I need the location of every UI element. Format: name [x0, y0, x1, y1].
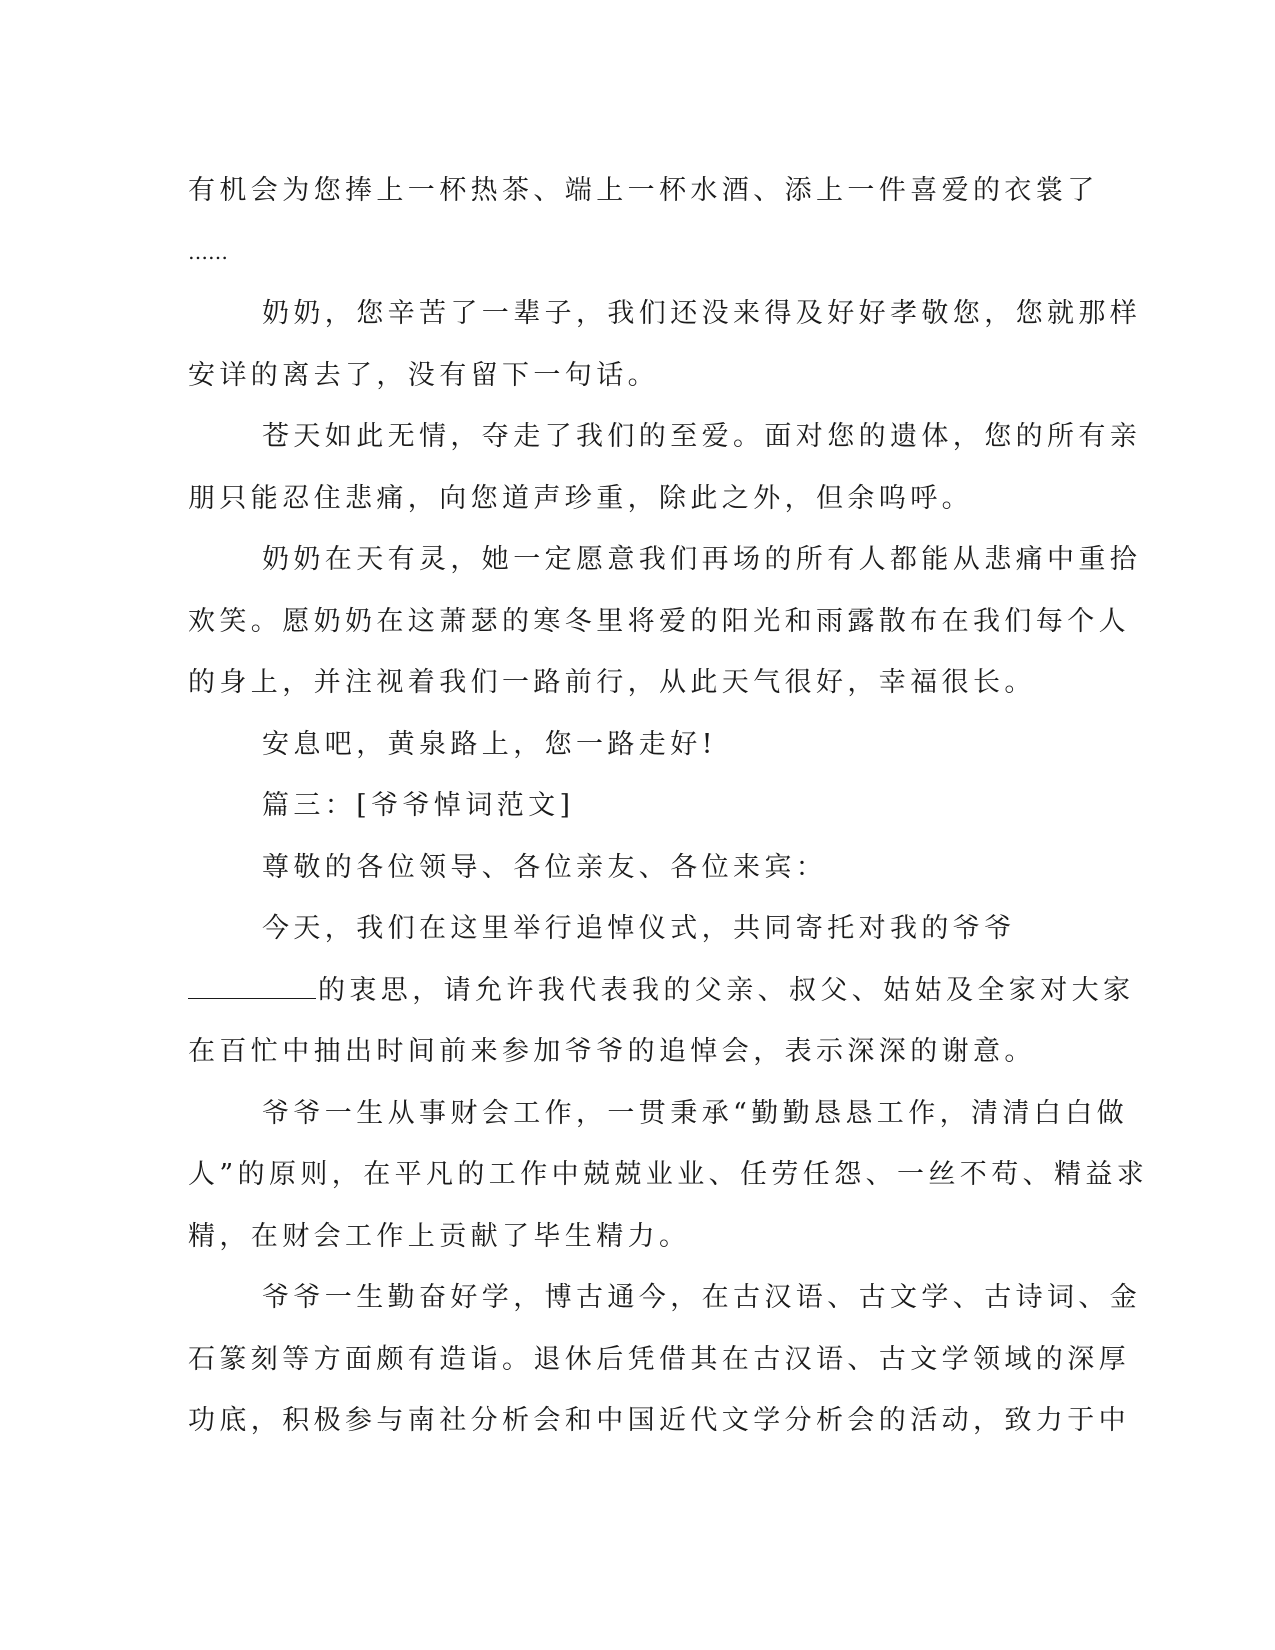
text-line: 奶奶，您辛苦了一辈子，我们还没来得及好好孝敬您，您就那样 [262, 298, 1142, 329]
text-line: 有机会为您捧上一杯热茶、端上一杯水酒、添上一件喜爱的衣裳了 [188, 175, 1099, 206]
text-line: 人”的原则，在平凡的工作中兢兢业业、任劳任怨、一丝不苟、精益求 [188, 1159, 1149, 1190]
text-line: 苍天如此无情，夺走了我们的至爱。面对您的遗体，您的所有亲 [262, 421, 1142, 452]
text-line: …… [188, 239, 228, 264]
document-body [188, 160, 1149, 1452]
text-line: 精，在财会工作上贡献了毕生精力。 [188, 1220, 691, 1252]
text-line: 欢笑。愿奶奶在这萧瑟的寒冬里将爱的阳光和雨露散布在我们每个人 [188, 605, 1130, 637]
section-heading: 篇三：[爷爷悼词范文] [262, 790, 575, 821]
text-line: 的身上，并注视着我们一路前行，从此天气很好，幸福很长。 [188, 667, 1036, 698]
text-line: 功底，积极参与南社分析会和中国近代文学分析会的活动，致力于中 [188, 1405, 1130, 1436]
text-line: 安息吧，黄泉路上，您一路走好! [262, 728, 717, 760]
text-line: 在百忙中抽出时间前来参加爷爷的追悼会，表示深深的谢意。 [188, 1036, 1036, 1067]
text-line: 安详的离去了，没有留下一句话。 [188, 359, 659, 391]
text-line: 朋只能忍住悲痛，向您道声珍重，除此之外，但余呜呼。 [188, 482, 973, 514]
text-line-content: 的衷思，请允许我代表我的父亲、叔父、姑姑及全家对大家 [318, 974, 1135, 1006]
text-line: 奶奶在天有灵，她一定愿意我们再场的所有人都能从悲痛中重拾 [262, 544, 1142, 575]
salutation: 尊敬的各位领导、各位亲友、各位来宾： [262, 851, 828, 883]
text-line: 爷爷一生勤奋好学，博古通今，在古汉语、古文学、古诗词、金 [262, 1282, 1142, 1313]
text-line: 爷爷一生从事财会工作，一贯秉承“勤勤恳恳工作，清清白白做 [262, 1097, 1129, 1129]
text-line: 今天，我们在这里举行追悼仪式，共同寄托对我的爷爷 [262, 913, 1016, 944]
text-line: 石篆刻等方面颇有造诣。退休后凭借其在古汉语、古文学领域的深厚 [188, 1343, 1130, 1375]
text-line-with-blank [188, 960, 1135, 1022]
name-blank [188, 970, 316, 999]
